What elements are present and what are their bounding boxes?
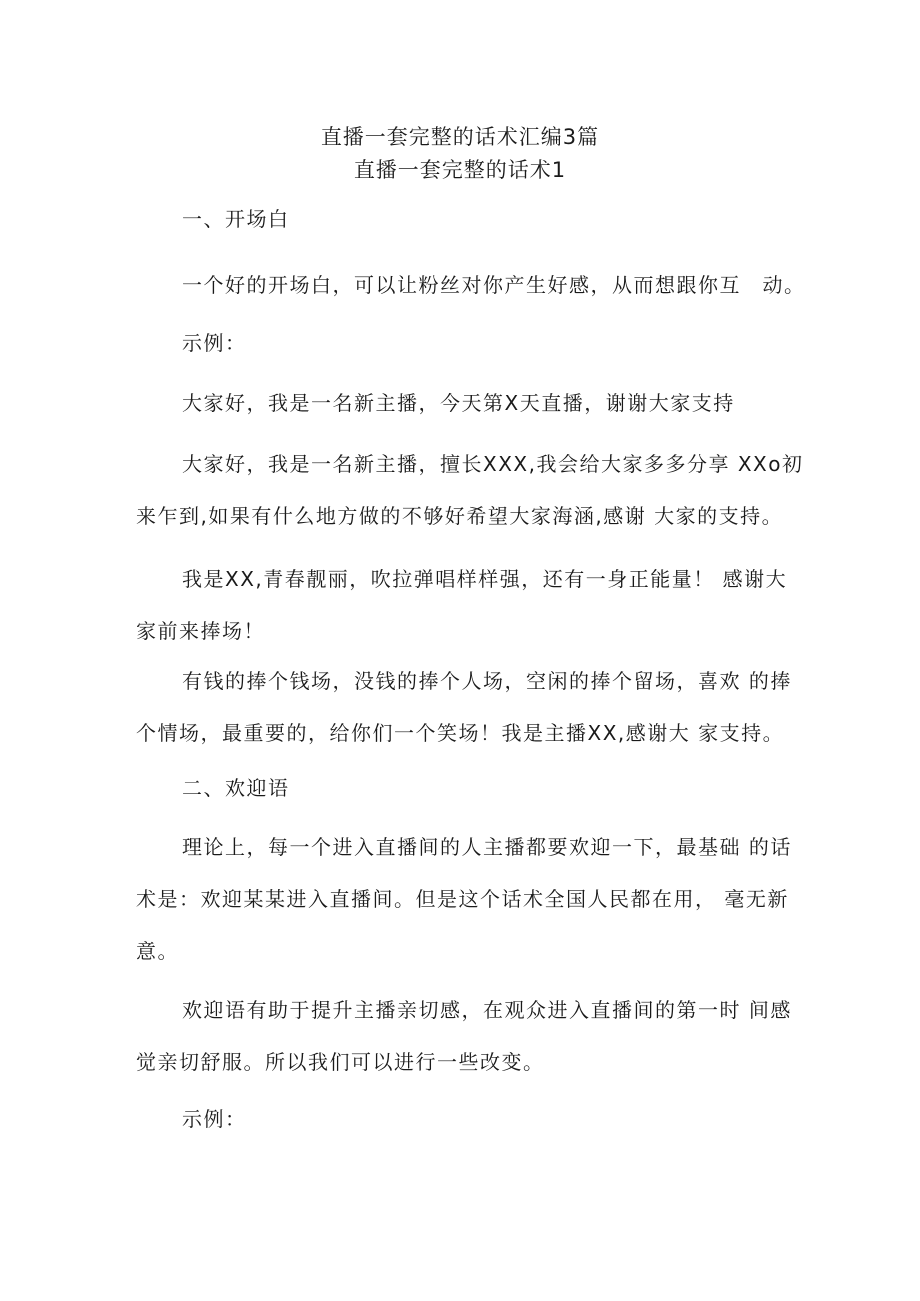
paragraph-example-d: 有钱的捧个钱场，没钱的捧个人场，空闲的捧个留场，喜欢 的捧 个情场，最重要的，给你们一个笑场！我是主播XX,感谢大 家支持。 [136, 669, 792, 745]
paragraph-welcome-benefit: 欢迎语有助于提升主播亲切感，在观众进入直播间的第一时 间感 觉亲切舒服。所以我们可以进行一些改变。 [136, 998, 792, 1074]
example-label-1: 示例： [182, 331, 247, 355]
example-label-2: 示例： [182, 1107, 247, 1131]
paragraph-example-c: 我是XX,青春靓丽，吹拉弹唱样样强，还有一身正能量！ 感谢大 家前来捧场！ [136, 567, 788, 643]
paragraph-opening-intro: 一个好的开场白，可以让粉丝对你产生好感，从而想跟你互 动。 [182, 273, 806, 297]
section-heading-opening: 一、开场白 [182, 207, 290, 231]
paragraph-example-a: 大家好，我是一名新主播，今天第X天直播，谢谢大家支持 [182, 391, 735, 415]
paragraph-example-b: 大家好，我是一名新主播，擅长XXX,我会给大家多多分享 XXo初 来乍到,如果有什么地方做的不够好希望大家海涵,感谢 大家的支持。 [136, 452, 804, 528]
document-title: 直播一套完整的话术汇编3篇 [320, 125, 600, 149]
document-subtitle: 直播一套完整的话术1 [353, 158, 567, 182]
paragraph-welcome-theory: 理论上，每一个进入直播间的人主播都要欢迎一下，最基础 的话 术是：欢迎某某进入直播间。但是这个话术全国人民都在用， 毫无新 意。 [136, 835, 792, 963]
section-heading-welcome: 二、欢迎语 [182, 776, 290, 800]
